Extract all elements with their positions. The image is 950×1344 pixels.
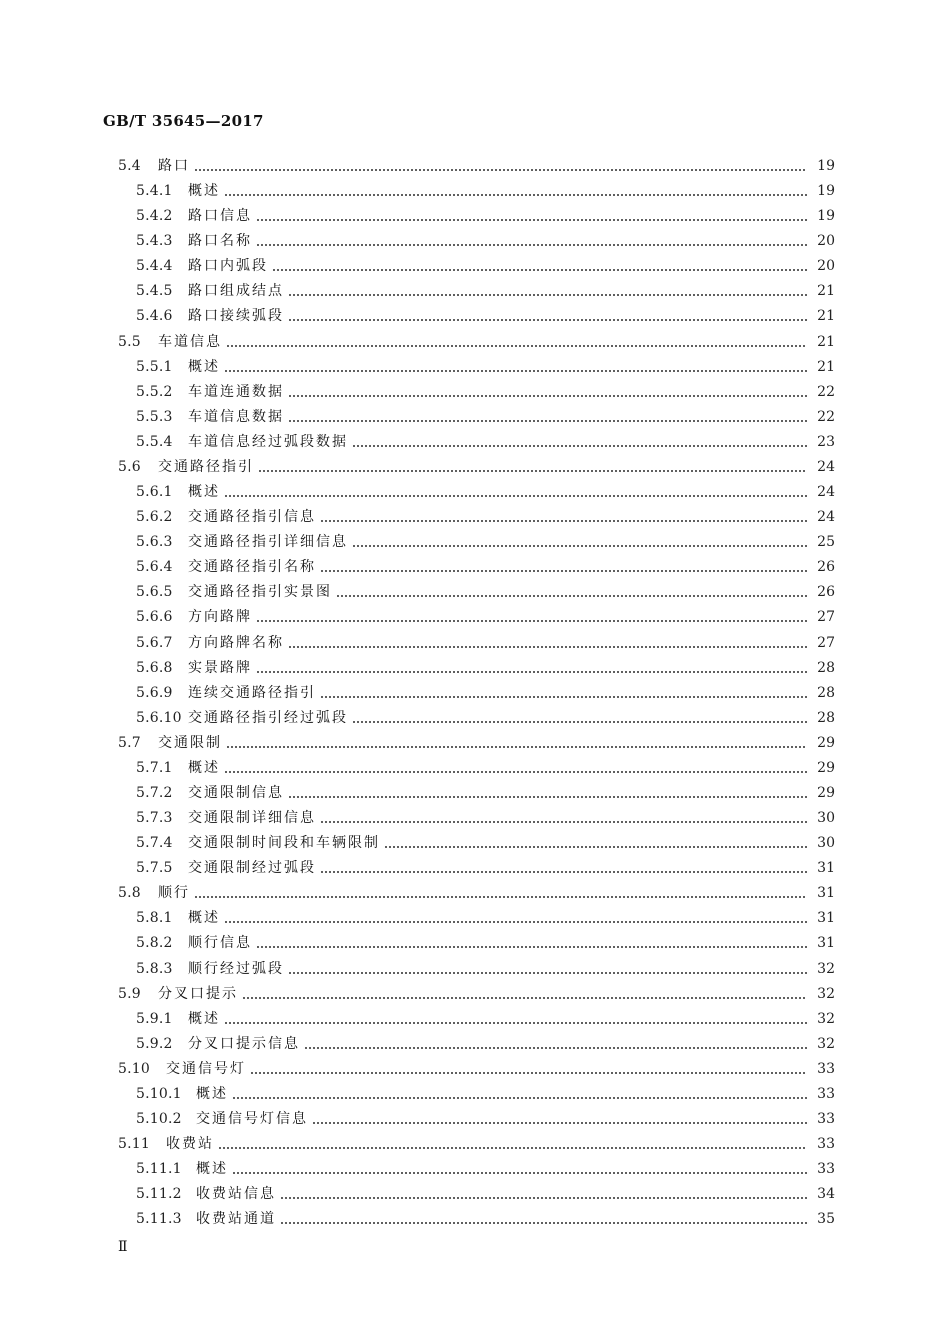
toc-entry-page: 29 <box>817 734 835 751</box>
toc-entry-page: 21 <box>817 358 835 375</box>
toc-entry-number: 5.7.3 <box>136 810 173 827</box>
toc-entry-heading <box>118 455 254 480</box>
toc-entry-title: 概述 <box>188 1010 220 1027</box>
toc-entry-number: 5.8.2 <box>136 935 173 952</box>
dot-leader <box>194 881 807 906</box>
dot-leader <box>256 229 807 254</box>
toc-entry-title: 车道信息经过弧段数据 <box>188 433 348 450</box>
toc-entry-heading <box>136 179 220 204</box>
toc-entry-page: 31 <box>817 860 835 877</box>
toc-entry-number: 5.6.6 <box>136 609 173 626</box>
dot-leader <box>288 304 807 329</box>
toc-entry-number: 5.4.4 <box>136 258 173 275</box>
toc-entry-number: 5.11.3 <box>136 1211 182 1228</box>
toc-entry-number: 5.6 <box>118 458 141 475</box>
toc-entry-page: 31 <box>817 935 835 952</box>
toc-entry-heading <box>136 1207 276 1232</box>
toc-entry-number: 5.4.5 <box>136 283 173 300</box>
page-number: Ⅱ <box>118 1239 128 1255</box>
dot-leader <box>256 656 807 681</box>
toc-entry-heading <box>136 831 380 856</box>
toc-entry-number: 5.8.1 <box>136 910 173 927</box>
toc-entry-page: 28 <box>817 709 835 726</box>
dot-leader <box>258 455 807 480</box>
toc-entry-title: 概述 <box>188 183 220 200</box>
toc-entry[interactable] <box>0 1032 950 1057</box>
toc-entry[interactable] <box>0 1107 950 1132</box>
toc-entry-number: 5.4.6 <box>136 308 173 325</box>
toc-entry-heading <box>136 1032 300 1057</box>
toc-entry-number: 5.6.5 <box>136 584 173 601</box>
toc-entry[interactable] <box>0 279 950 304</box>
toc-entry[interactable] <box>0 1082 950 1107</box>
toc-entry[interactable] <box>0 831 950 856</box>
toc-entry-title: 路口名称 <box>188 233 252 250</box>
toc-entry-number: 5.4.2 <box>136 208 173 225</box>
toc-entry-number: 5.6.9 <box>136 684 173 701</box>
toc-entry-number: 5.5 <box>118 333 141 350</box>
toc-entry-page: 23 <box>817 433 835 450</box>
toc-entry-heading <box>136 856 316 881</box>
toc-entry-heading <box>118 982 238 1007</box>
toc-entry[interactable] <box>0 781 950 806</box>
toc-entry-page: 31 <box>817 910 835 927</box>
toc-entry[interactable] <box>0 756 950 781</box>
toc-entry[interactable] <box>0 706 950 731</box>
toc-entry-number: 5.4.3 <box>136 233 173 250</box>
toc-entry[interactable] <box>0 430 950 455</box>
toc-entry-number: 5.8.3 <box>136 960 173 977</box>
toc-entry-title: 收费站 <box>166 1136 214 1153</box>
toc-entry-number: 5.7 <box>118 734 141 751</box>
toc-entry-number: 5.7.1 <box>136 759 173 776</box>
dot-leader <box>320 681 807 706</box>
toc-entry-page: 32 <box>817 1035 835 1052</box>
toc-entry-heading <box>136 304 284 329</box>
toc-entry-title: 概述 <box>196 1161 228 1178</box>
toc-entry-page: 33 <box>817 1085 835 1102</box>
toc-entry-number: 5.6.7 <box>136 634 173 651</box>
toc-entry-heading <box>136 1107 308 1132</box>
toc-entry-heading <box>136 530 348 555</box>
toc-entry-title: 交通信号灯信息 <box>196 1111 308 1128</box>
toc-entry-heading <box>118 154 190 179</box>
toc-entry-heading <box>118 881 190 906</box>
dot-leader <box>250 1057 807 1082</box>
toc-entry-page: 29 <box>817 785 835 801</box>
toc-entry-title: 交通路径指引详细信息 <box>188 534 348 551</box>
toc-entry-number: 5.4.1 <box>136 183 173 200</box>
toc-entry-title: 连续交通路径指引 <box>188 684 316 701</box>
toc-entry-heading <box>136 405 284 430</box>
dot-leader <box>224 756 807 781</box>
toc-entry[interactable] <box>0 1182 950 1207</box>
toc-entry-title: 交通限制经过弧段 <box>188 860 316 877</box>
dot-leader <box>288 781 807 806</box>
toc-entry-title: 路口信息 <box>188 208 252 225</box>
toc-entry-number: 5.9.1 <box>136 1010 173 1027</box>
toc-entry-heading <box>136 806 316 831</box>
toc-entry-title: 交通信号灯 <box>166 1060 246 1077</box>
toc-entry-page: 28 <box>817 684 835 701</box>
toc-entry-number: 5.6.3 <box>136 534 173 551</box>
toc-entry-title: 收费站信息 <box>196 1186 276 1203</box>
toc-entry-page: 22 <box>817 383 835 400</box>
dot-leader <box>320 806 807 831</box>
toc-entry-heading <box>136 254 268 279</box>
toc-entry-title: 方向路牌名称 <box>188 634 284 651</box>
toc-entry-heading <box>136 430 348 455</box>
dot-leader <box>224 355 807 380</box>
toc-entry-heading <box>136 931 252 956</box>
toc-entry[interactable] <box>0 656 950 681</box>
toc-entry[interactable] <box>0 631 950 656</box>
toc-entry[interactable] <box>0 480 950 505</box>
toc-entry-heading <box>136 957 284 982</box>
toc-entry-page: 30 <box>817 810 835 827</box>
toc-entry-title: 交通路径指引经过弧段 <box>188 709 348 726</box>
toc-entry-heading <box>136 505 316 530</box>
toc-entry-title: 概述 <box>188 484 220 501</box>
toc-entry-heading <box>136 656 252 681</box>
toc-entry-number: 5.7.4 <box>136 835 173 852</box>
toc-entry[interactable] <box>0 1132 950 1157</box>
toc-entry-heading <box>118 731 222 756</box>
toc-entry-heading <box>136 229 252 254</box>
toc-entry-heading <box>136 380 284 405</box>
toc-entry-heading <box>136 1007 220 1032</box>
toc-entry[interactable] <box>0 1057 950 1082</box>
toc-entry-number: 5.6.10 <box>136 709 182 726</box>
toc-entry-page: 32 <box>817 960 835 977</box>
toc-entry-page: 33 <box>817 1060 835 1077</box>
toc-entry-page: 26 <box>817 559 835 576</box>
dot-leader <box>226 330 807 355</box>
toc-entry-heading <box>136 756 220 781</box>
toc-entry-title: 交通路径指引信息 <box>188 509 316 526</box>
toc-entry-number: 5.10.1 <box>136 1085 182 1102</box>
toc-entry-title: 交通限制信息 <box>188 785 284 801</box>
toc-entry-page: 33 <box>817 1136 835 1153</box>
toc-entry-title: 收费站通道 <box>196 1211 276 1228</box>
toc-entry-title: 交通限制详细信息 <box>188 810 316 827</box>
toc-entry[interactable] <box>0 530 950 555</box>
toc-entry-number: 5.6.2 <box>136 509 173 526</box>
toc-entry-title: 分叉口提示 <box>158 985 238 1002</box>
dot-leader <box>288 405 807 430</box>
toc-entry-title: 概述 <box>188 759 220 776</box>
dot-leader <box>242 982 807 1007</box>
toc-entry-page: 35 <box>817 1211 835 1228</box>
toc-entry-title: 顺行信息 <box>188 935 252 952</box>
toc-entry[interactable] <box>0 304 950 329</box>
toc-entry[interactable] <box>0 982 950 1007</box>
toc-entry[interactable] <box>0 254 950 279</box>
toc-entry-page: 19 <box>817 208 835 225</box>
dot-leader <box>226 731 807 756</box>
toc-entry[interactable] <box>0 731 950 756</box>
toc-entry-page: 19 <box>817 158 835 174</box>
toc-entry-number: 5.11.2 <box>136 1186 182 1203</box>
toc-entry-title: 交通路径指引 <box>158 458 254 475</box>
toc-entry-number: 5.5.2 <box>136 383 173 400</box>
dot-leader <box>320 555 807 580</box>
dot-leader <box>194 154 807 179</box>
toc-entry-title: 路口接续弧段 <box>188 308 284 325</box>
toc-entry[interactable] <box>0 455 950 480</box>
toc-entry-number: 5.6.1 <box>136 484 173 501</box>
toc-entry-number: 5.5.1 <box>136 358 173 375</box>
dot-leader <box>288 957 807 982</box>
dot-leader <box>224 1007 807 1032</box>
toc-entry-page: 28 <box>817 659 835 676</box>
toc-entry-number: 5.8 <box>118 885 141 902</box>
toc-entry-title: 路口组成结点 <box>188 283 284 300</box>
dot-leader <box>256 204 807 229</box>
toc-entry-page: 24 <box>817 509 835 526</box>
toc-entry-page: 20 <box>817 233 835 250</box>
toc-entry-number: 5.9 <box>118 985 141 1002</box>
dot-leader <box>336 580 807 605</box>
toc-entry-number: 5.11 <box>118 1136 150 1153</box>
dot-leader <box>224 480 807 505</box>
toc-entry[interactable] <box>0 1157 950 1182</box>
toc-entry-number: 5.5.3 <box>136 408 173 425</box>
dot-leader <box>304 1032 807 1057</box>
dot-leader <box>288 631 807 656</box>
toc-entry[interactable] <box>0 906 950 931</box>
toc-entry[interactable] <box>0 881 950 906</box>
toc-entry-title: 车道信息 <box>158 333 222 350</box>
toc-entry-page: 21 <box>817 283 835 300</box>
toc-entry[interactable] <box>0 204 950 229</box>
toc-entry-title: 实景路牌 <box>188 659 252 676</box>
toc-entry-heading <box>118 330 222 355</box>
toc-entry[interactable] <box>0 154 950 179</box>
toc-entry-heading <box>136 279 284 304</box>
toc-entry[interactable] <box>0 179 950 204</box>
toc-entry-title: 路口内弧段 <box>188 258 268 275</box>
toc-entry-heading <box>136 580 332 605</box>
toc-entry-number: 5.9.2 <box>136 1035 173 1052</box>
toc-entry[interactable] <box>0 931 950 956</box>
toc-entry-heading <box>136 906 220 931</box>
toc-entry-title: 交通路径指引实景图 <box>188 584 332 601</box>
toc-entry-heading <box>136 781 284 806</box>
toc-entry[interactable] <box>0 1207 950 1232</box>
toc-entry-page: 22 <box>817 408 835 425</box>
toc-entry-heading <box>118 1057 246 1082</box>
toc-entry-heading <box>118 1132 214 1157</box>
toc-entry-number: 5.7.2 <box>136 785 173 801</box>
dot-leader <box>384 831 807 856</box>
toc-entry-title: 交通限制时间段和车辆限制 <box>188 835 380 852</box>
dot-leader <box>288 380 807 405</box>
toc-entry-page: 32 <box>817 1010 835 1027</box>
toc-entry-page: 21 <box>817 333 835 350</box>
toc-entry[interactable] <box>0 405 950 430</box>
toc-entry-title: 分叉口提示信息 <box>188 1035 300 1052</box>
toc-entry[interactable] <box>0 957 950 982</box>
dot-leader <box>224 906 807 931</box>
toc-entry-heading <box>136 605 252 630</box>
toc-entry-title: 概述 <box>188 358 220 375</box>
toc-entry-number: 5.10 <box>118 1060 150 1077</box>
toc-entry-page: 26 <box>817 584 835 601</box>
toc-entry-number: 5.6.4 <box>136 559 173 576</box>
toc-entry[interactable] <box>0 555 950 580</box>
toc-entry-title: 概述 <box>188 910 220 927</box>
toc-entry[interactable] <box>0 605 950 630</box>
toc-entry-page: 34 <box>817 1186 835 1203</box>
dot-leader <box>280 1207 807 1232</box>
dot-leader <box>312 1107 807 1132</box>
toc-entry-heading <box>136 681 316 706</box>
toc-entry-number: 5.4 <box>118 158 141 174</box>
toc-entry-heading <box>136 555 316 580</box>
standard-code-header: GB/T 35645—2017 <box>103 112 264 130</box>
toc-entry-page: 29 <box>817 759 835 776</box>
toc-entry-heading <box>136 355 220 380</box>
toc-entry-heading <box>136 1182 276 1207</box>
dot-leader <box>232 1082 807 1107</box>
toc-entry-heading <box>136 706 348 731</box>
toc-entry-page: 33 <box>817 1161 835 1178</box>
dot-leader <box>232 1157 807 1182</box>
toc-entry-number: 5.11.1 <box>136 1161 182 1178</box>
dot-leader <box>352 530 807 555</box>
toc-entry-heading <box>136 1082 228 1107</box>
toc-entry-page: 20 <box>817 258 835 275</box>
dot-leader <box>218 1132 807 1157</box>
toc-entry-page: 25 <box>817 534 835 551</box>
toc-entry-title: 车道连通数据 <box>188 383 284 400</box>
toc-entry[interactable] <box>0 580 950 605</box>
toc-entry-page: 30 <box>817 835 835 852</box>
toc-entry-heading <box>136 631 284 656</box>
toc-entry[interactable] <box>0 229 950 254</box>
toc-entry-page: 27 <box>817 609 835 626</box>
toc-entry-page: 21 <box>817 308 835 325</box>
toc-entry-page: 27 <box>817 634 835 651</box>
dot-leader <box>256 605 807 630</box>
dot-leader <box>320 505 807 530</box>
toc-entry-page: 24 <box>817 484 835 501</box>
dot-leader <box>320 856 807 881</box>
toc-entry[interactable] <box>0 355 950 380</box>
toc-entry[interactable] <box>0 380 950 405</box>
toc-entry[interactable] <box>0 806 950 831</box>
toc-entry[interactable] <box>0 681 950 706</box>
toc-entry-title: 交通限制 <box>158 734 222 751</box>
toc-entry-number: 5.10.2 <box>136 1111 182 1128</box>
toc-entry-page: 32 <box>817 985 835 1002</box>
toc-entry-title: 顺行经过弧段 <box>188 960 284 977</box>
toc-entry-title: 顺行 <box>158 885 190 902</box>
toc-entry-title: 方向路牌 <box>188 609 252 626</box>
dot-leader <box>280 1182 807 1207</box>
dot-leader <box>272 254 807 279</box>
toc-entry-title: 概述 <box>196 1085 228 1102</box>
toc-entry-number: 5.6.8 <box>136 659 173 676</box>
toc-entry-title: 路口 <box>158 158 190 174</box>
toc-entry-page: 31 <box>817 885 835 902</box>
toc-entry-number: 5.7.5 <box>136 860 173 877</box>
toc-entry-title: 交通路径指引名称 <box>188 559 316 576</box>
toc-entry-title: 车道信息数据 <box>188 408 284 425</box>
toc-entry[interactable] <box>0 505 950 530</box>
toc-entry[interactable] <box>0 1007 950 1032</box>
toc-entry[interactable] <box>0 330 950 355</box>
dot-leader <box>288 279 807 304</box>
toc-entry[interactable] <box>0 856 950 881</box>
toc-entry-page: 33 <box>817 1111 835 1128</box>
toc-entry-page: 19 <box>817 183 835 200</box>
dot-leader <box>352 706 807 731</box>
dot-leader <box>224 179 807 204</box>
toc-entry-heading <box>136 480 220 505</box>
dot-leader <box>256 931 807 956</box>
toc-entry-number: 5.5.4 <box>136 433 173 450</box>
toc-entry-heading <box>136 204 252 229</box>
toc-entry-page: 24 <box>817 458 835 475</box>
toc-entry-heading <box>136 1157 228 1182</box>
dot-leader <box>352 430 807 455</box>
